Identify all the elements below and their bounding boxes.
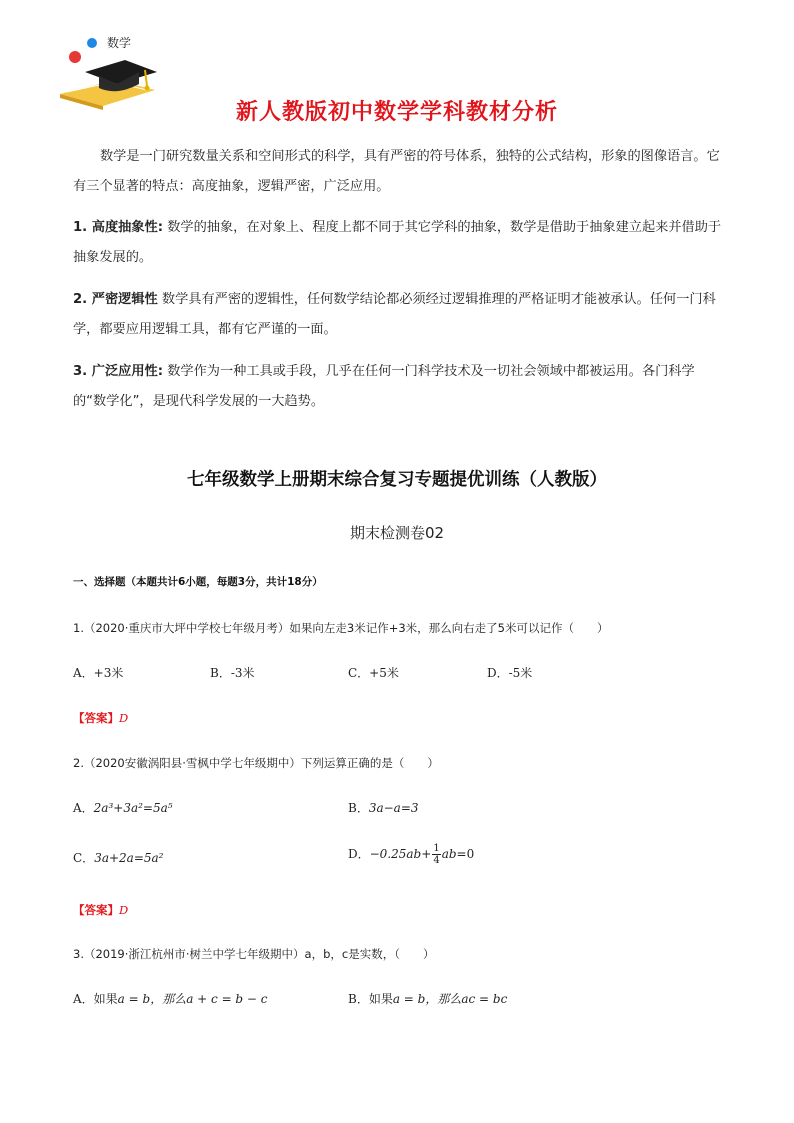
question-stem: 1.（2020·重庆市大坪中学校七年级月考）如果向左走3米记作+3米，那么向右走了5米可以记作（ ） xyxy=(73,621,609,635)
option-a: A．+3米 xyxy=(73,666,124,680)
point-text: 数学具有严密的逻辑性，任何数学结论都必须经过逻辑推理的严格证明才能被承认。任何一门科学，都要应用逻辑工具，都有它严谨的一面。 xyxy=(73,292,716,337)
fraction-denominator: 4 xyxy=(433,855,440,866)
point-label: 3. 广泛应用性: xyxy=(73,364,163,379)
answer-value: D xyxy=(119,711,129,725)
option-letter: D． xyxy=(348,847,370,861)
option-math: 3a+2a=5a² xyxy=(94,851,164,865)
option-b xyxy=(348,799,419,816)
option-letter: A． xyxy=(73,801,94,815)
point-label: 1. 高度抽象性: xyxy=(73,220,163,235)
logo-label: 数学 xyxy=(107,36,132,50)
point-text: 数学作为一种工具或手段，几乎在任何一门科学技术及一切社会领域中都被运用。各门科学的“数学化”，是现代科学发展的一大趋势。 xyxy=(73,364,695,409)
option-math: a = b，那么ac = bc xyxy=(392,992,508,1006)
point-abstraction xyxy=(73,213,723,273)
option-letter: A．如果 xyxy=(73,992,118,1006)
exam-title: 期末检测卷02 xyxy=(349,524,445,542)
option-d: D．-5米 xyxy=(487,666,533,680)
option-b: B．-3米 xyxy=(210,666,255,680)
fraction xyxy=(432,843,440,866)
option-c xyxy=(73,849,163,866)
option-d: D．−0.25ab+ $\frac{1}{4}$ ab=0 xyxy=(348,843,475,866)
option-math: 2a³+3a²=5a⁵ xyxy=(93,801,173,815)
question-stem: 3.（2019·浙江杭州市·树兰中学七年级期中）a，b，c是实数，（ ） xyxy=(73,947,435,961)
option-math: 3a−a=3 xyxy=(368,801,419,815)
exam-series-title: 七年级数学上册期末综合复习专题提优训练（人教版） xyxy=(187,470,607,490)
option-a xyxy=(73,990,268,1007)
question-stem: 2.（2020安徽涡阳县·雪枫中学七年级期中）下列运算正确的是（ ） xyxy=(73,756,439,770)
point-logic xyxy=(73,285,723,345)
option-c: C．+5米 xyxy=(348,666,399,680)
page-title: 新人教版初中数学学科教材分析 xyxy=(235,100,558,125)
option-math: a = b，那么a + c = b − c xyxy=(117,992,268,1006)
point-label: 2. 严密逻辑性 xyxy=(73,292,158,307)
answer-value: D xyxy=(119,903,129,917)
option-a xyxy=(73,799,173,816)
option-letter: C． xyxy=(73,851,95,865)
answer-tag: 【答案】 xyxy=(73,711,119,725)
option-letter: B． xyxy=(348,801,369,815)
answer-tag: 【答案】 xyxy=(73,903,119,917)
answer xyxy=(73,710,128,726)
intro-paragraph: 数学是一门研究数量关系和空间形式的科学，具有严密的符号体系，独特的公式结构，形象的图像语言。它有三个显著的特点：高度抽象，逻辑严密，广泛应用。 xyxy=(73,149,720,194)
point-application xyxy=(73,357,723,417)
option-b xyxy=(348,990,507,1007)
point-text: 数学的抽象，在对象上、程度上都不同于其它学科的抽象，数学是借助于抽象建立起来并借助于抽象发展的。 xyxy=(73,220,722,265)
fraction-numerator: 1 xyxy=(433,843,440,854)
option-letter: B．如果 xyxy=(348,992,393,1006)
section-header: 一、选择题（本题共计6小题，每题3分，共计18分） xyxy=(73,576,323,588)
answer xyxy=(73,902,128,918)
